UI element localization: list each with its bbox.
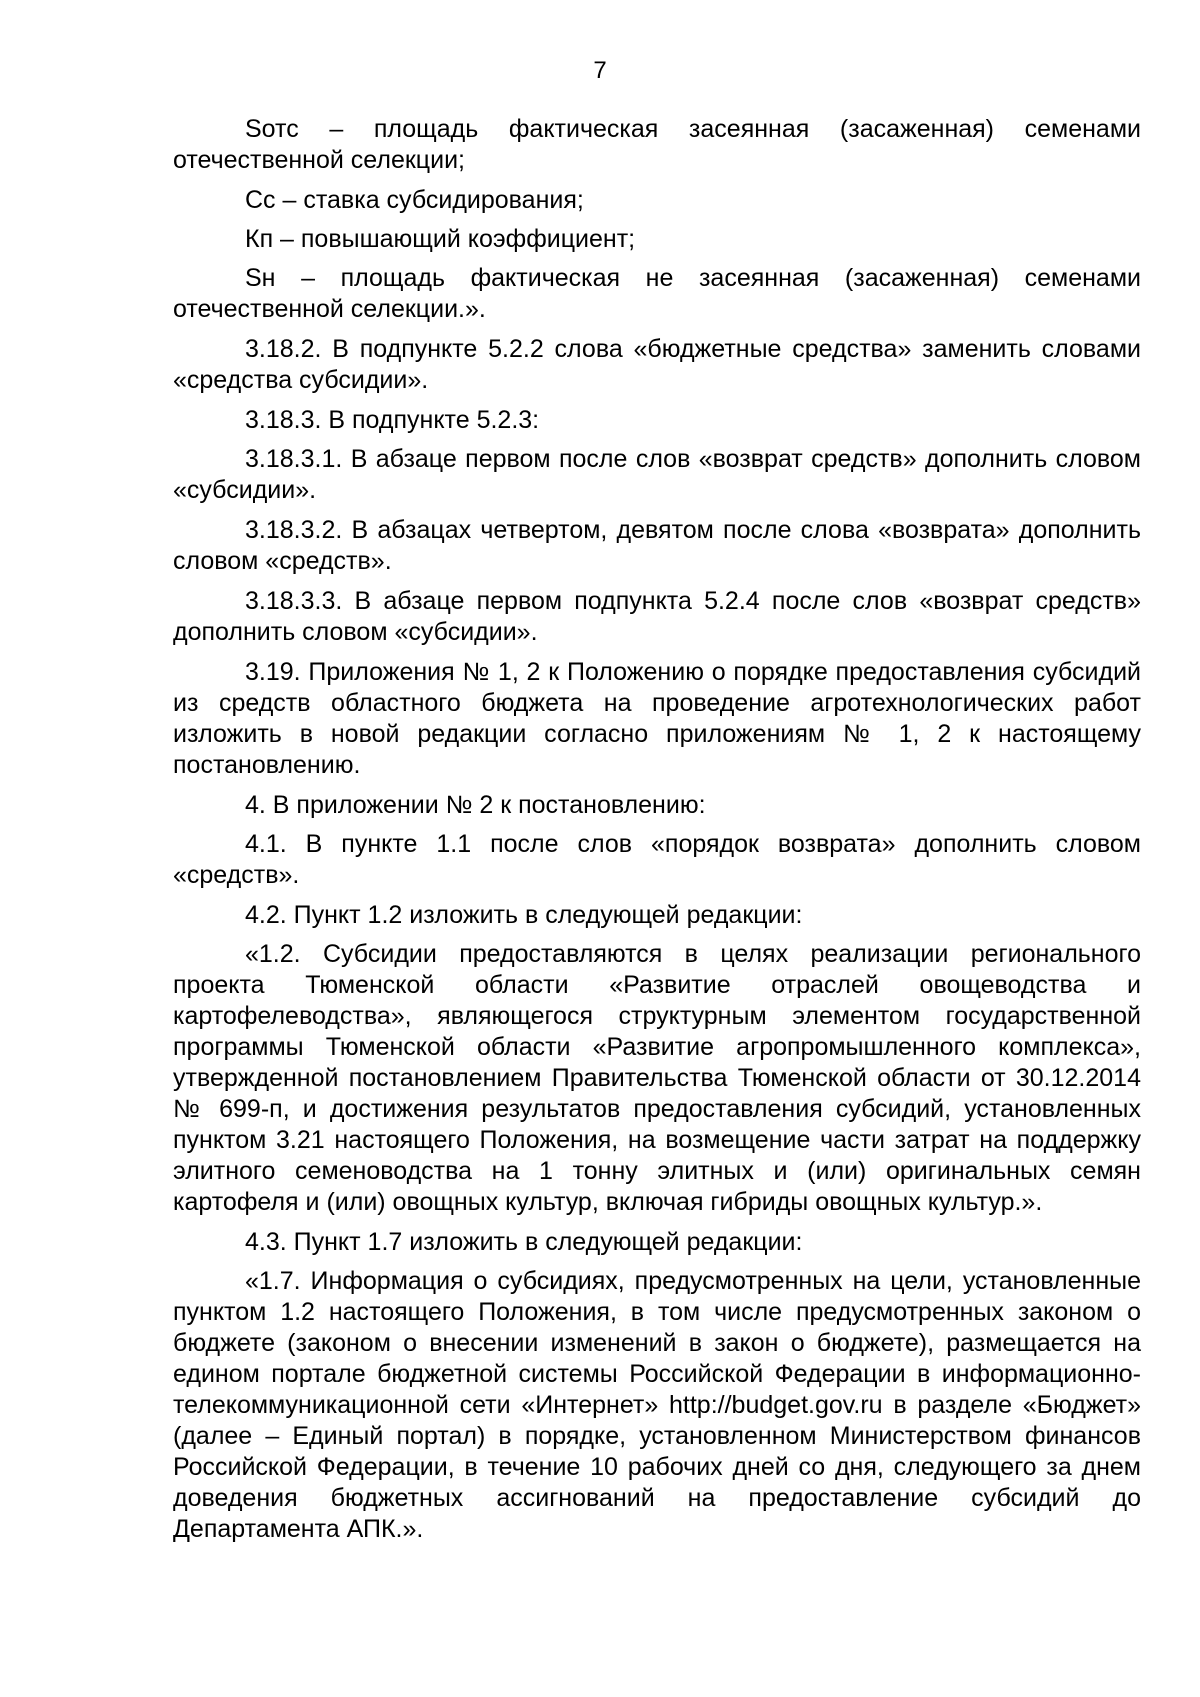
paragraph-cc-definition: Сс – ставка субсидирования; bbox=[245, 186, 584, 214]
paragraph-kp-definition: Кп – повышающий коэффициент; bbox=[245, 225, 636, 253]
paragraph-3-18-3-2: 3.18.3.2. В абзацах четвертом, девятом после слова «возврата» дополнить словом «средств». bbox=[173, 516, 1141, 575]
paragraph-3-18-2: 3.18.2. В подпункте 5.2.2 слова «бюджетные средства» заменить словами «средства субсидии». bbox=[173, 335, 1141, 394]
page-number: 7 bbox=[593, 57, 607, 84]
paragraph-3-18-3-1: 3.18.3.1. В абзаце первом после слов «возврат средств» дополнить словом «субсидии». bbox=[173, 445, 1141, 504]
paragraph-sn-definition: Sн – площадь фактическая не засеянная (засаженная) семенами отечественной селекции.». bbox=[173, 264, 1141, 323]
paragraph-4: 4. В приложении № 2 к постановлению: bbox=[245, 791, 706, 819]
paragraph-1-7-text: «1.7. Информация о субсидиях, предусмотренных на цели, установленные пунктом 1.2 настоящего Положения, в том числе предусмотренных законом о бюджете (законом о внесении изменений в закон о бюджете), размещается на едином портале бюджетной системы Российской Федерации в информационно-телекоммуникационной сети «Интернет» http://budget.gov.ru в разделе «Бюджет» (далее – Единый портал) в порядке, установленном Министерством финансов Российской Федерации, в течение 10 рабочих дней со дня, следующего за днем доведения бюджетных ассигнований на предоставление субсидий до Департамента АПК.». bbox=[173, 1267, 1141, 1543]
paragraph-4-3: 4.3. Пункт 1.7 изложить в следующей редакции: bbox=[245, 1228, 803, 1256]
paragraph-1-2-text: «1.2. Субсидии предоставляются в целях реализации регионального проекта Тюменской области «Развитие отраслей овощеводства и картофелеводства», являющегося структурным элементом государственной программы Тюменской области «Развитие агропромышленного комплекса», утвержденной постановлением Правительства Тюменской области от 30.12.2014 № 699-п, и достижения результатов предоставления субсидий, установленных пунктом 3.21 настоящего Положения, на возмещение части затрат на поддержку элитного семеноводства на 1 тонну элитных и (или) оригинальных семян картофеля и (или) овощных культур, включая гибриды овощных культур.». bbox=[173, 940, 1141, 1216]
paragraph-4-2: 4.2. Пункт 1.2 изложить в следующей редакции: bbox=[245, 901, 803, 929]
document-body bbox=[173, 114, 1141, 1554]
paragraph-sotc-definition: Sотс – площадь фактическая засеянная (засаженная) семенами отечественной селекции; bbox=[173, 115, 1141, 174]
paragraph-3-18-3: 3.18.3. В подпункте 5.2.3: bbox=[245, 406, 540, 434]
paragraph-3-18-3-3: 3.18.3.3. В абзаце первом подпункта 5.2.4 после слов «возврат средств» дополнить словом «субсидии». bbox=[173, 587, 1141, 646]
paragraph-3-19: 3.19. Приложения № 1, 2 к Положению о порядке предоставления субсидий из средств областного бюджета на проведение агротехнологических работ изложить в новой редакции согласно приложениям № 1, 2 к настоящему постановлению. bbox=[173, 658, 1141, 779]
paragraph-4-1: 4.1. В пункте 1.1 после слов «порядок возврата» дополнить словом «средств». bbox=[173, 830, 1141, 889]
